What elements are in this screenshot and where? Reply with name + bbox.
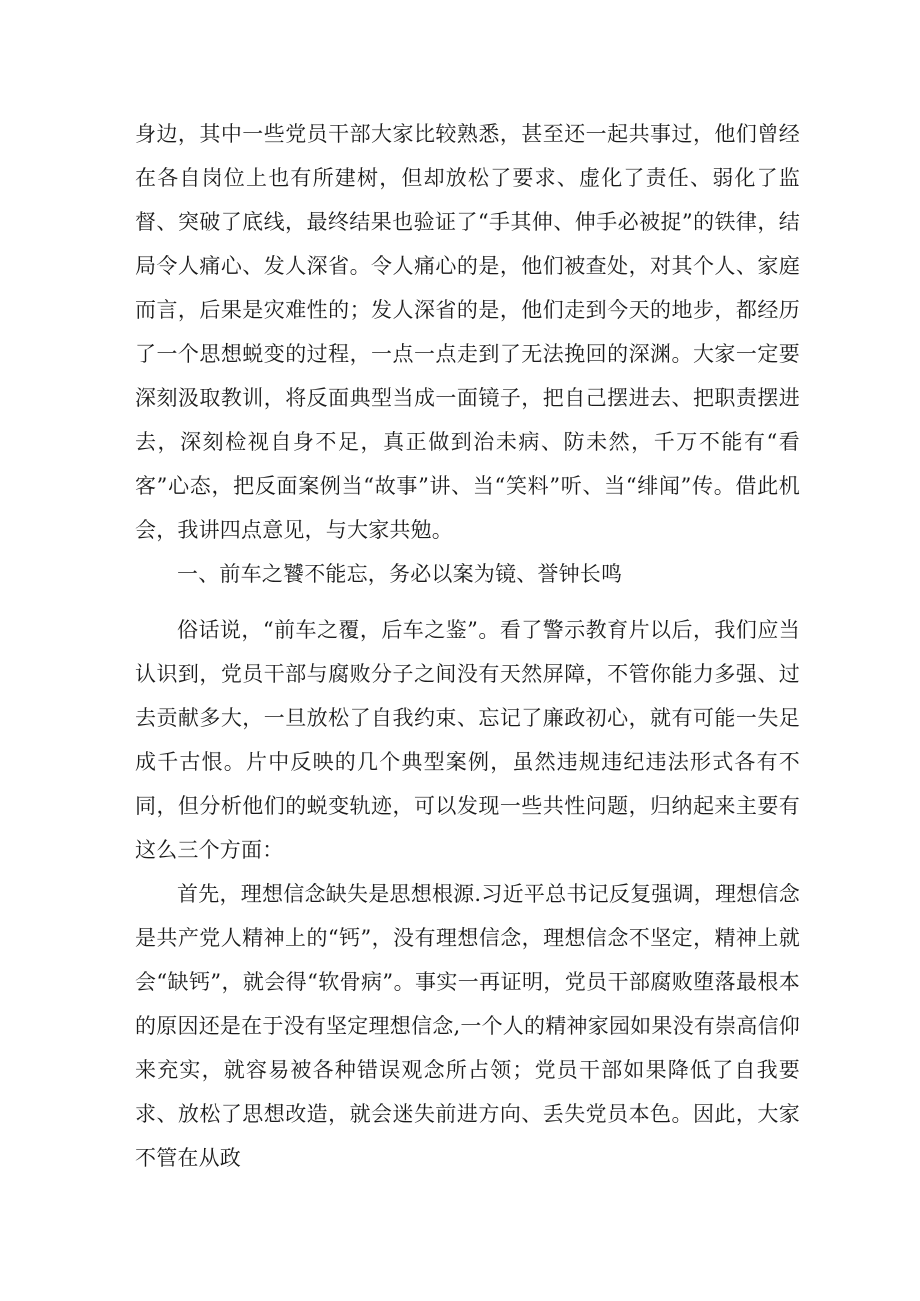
- paragraph-first-point: 首先，理想信念缺失是思想根源.习近平总书记反复强调，理想信念是共产党人精神上的“钙”，没有理想信念，理想信念不坚定，精神上就会“缺钙”，就会得“软骨病”。事实一再证明，党员干部腐败堕落最根本的原因还是在于没有坚定理想信念,一个人的精神家园如果没有崇高信仰来充实，就容易被各种错误观念所占领；党员干部如果降低了自我要求、放松了思想改造，就会迷失前进方向、丢失党员本色。因此，大家不管在从政: [135, 882, 800, 1170]
- section-heading-1: 一、前车之饕不能忘，务必以案为镜、誉钟长鸣: [177, 562, 623, 586]
- paragraph-continuation: 身边，其中一些党员干部大家比较熟悉，甚至还一起共事过，他们曾经在各自岗位上也有所建树，但却放松了要求、虚化了责任、弱化了监督、突破了底线，最终结果也验证了“手其伸、伸手必被捉”的铁律，结局令人痛心、发人深省。令人痛心的是，他们被查处，对其个人、家庭而言，后果是灾难性的；发人深省的是，他们走到今天的地步，都经历了一个思想蜕变的过程，一点一点走到了无法挽回的深渊。大家一定要深刻汲取教训，将反面典型当成一面镜子，把自己摆进去、把职责摆进去，深刻检视自身不足，真正做到治未病、防未然，千万不能有“看客”心态，把反面案例当“故事”讲、当“笑料”听、当“绯闻”传。借此机会，我讲四点意见，与大家共勉。: [135, 122, 800, 542]
- document-body: [135, 112, 800, 1180]
- paragraph-proverb: 俗话说，“前车之覆，后车之鉴”。看了警示教育片以后，我们应当认识到，党员干部与腐败分子之间没有天然屏障，不管你能力多强、过去贡献多大，一旦放松了自我约束、忘记了廉政初心，就有可能一失足成千古恨。片中反映的几个典型案例，虽然违规违纪违法形式各有不同，但分析他们的蜕变轨迹，可以发现一些共性问题，归纳起来主要有这么三个方面：: [135, 618, 800, 862]
